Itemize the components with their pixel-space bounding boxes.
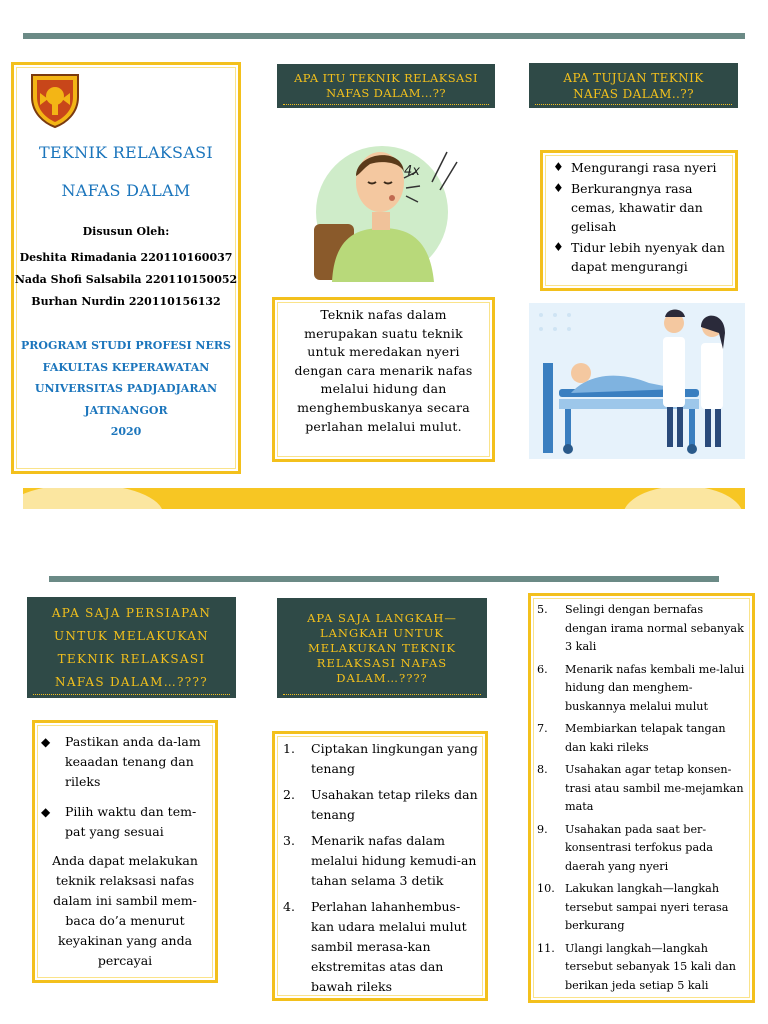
breathing-illustration bbox=[312, 132, 462, 282]
preparation-heading-line: UNTUK MELAKUKAN bbox=[54, 628, 209, 643]
cover-panel bbox=[11, 62, 241, 474]
steps-heading-line: DALAM…???? bbox=[336, 670, 428, 685]
step-item: 9. Usahakan pada saat ber-konsentrasi terfokus pada daerah yang nyeri bbox=[537, 822, 713, 873]
step-item: 8. Usahakan agar tetap konsen-trasi atau sambil me-mejamkan mata bbox=[537, 763, 744, 813]
list-item: ♦ Mengurangi rasa nyeri bbox=[553, 160, 717, 175]
cover-title-line2: NAFAS DALAM bbox=[61, 181, 191, 200]
purpose-heading-line1: APA TUJUAN TEKNIK bbox=[563, 70, 704, 85]
step-item: 6. Menarik nafas kembali me-lalui hidung dan menghem-buskannya melalui mulut bbox=[537, 662, 745, 713]
diamond-bullet-icon: ♦ bbox=[553, 240, 564, 254]
faculty-name: FAKULTAS KEPERAWATAN bbox=[42, 360, 210, 374]
composed-by-label: Disusun Oleh: bbox=[82, 225, 170, 238]
steps-heading-line: LANGKAH UNTUK bbox=[319, 625, 444, 640]
top-rule bbox=[23, 33, 745, 39]
step-item: 5. Selingi dengan bernafas dengan irama normal sebanyak 3 kali bbox=[537, 603, 744, 653]
purpose-heading-line2: NAFAS DALAM..?? bbox=[573, 86, 694, 101]
purpose-panel bbox=[540, 150, 738, 291]
institution-block bbox=[14, 335, 238, 443]
program-name: PROGRAM STUDI PROFESI NERS bbox=[21, 339, 231, 352]
illustration-count-label: 4x bbox=[404, 164, 420, 179]
list-item: ♦ Tidur lebih nyenyak dan dapat mengurangi bbox=[553, 240, 725, 274]
steps-heading-line: RELAKSASI NAFAS bbox=[316, 655, 448, 670]
what-is-heading-line1: APA ITU TEKNIK RELAKSASI bbox=[294, 71, 478, 85]
preparation-panel bbox=[32, 720, 218, 983]
diamond-bullet-icon: ♦ bbox=[553, 181, 564, 195]
preparation-list bbox=[39, 732, 209, 842]
steps-panel-b bbox=[528, 593, 755, 1003]
step-item: 11. Ulangi langkah—langkah tersebut sebanyak 15 kali dan berikan jeda setiap 5 kali bbox=[537, 941, 736, 992]
step-item: 2. Usahakan tetap rileks dan tenang bbox=[283, 787, 478, 822]
hospital-illustration bbox=[529, 303, 745, 459]
author-name: Burhan Nurdin 220110156132 bbox=[31, 295, 221, 308]
what-is-heading bbox=[277, 64, 495, 108]
step-item: 7. Membiarkan telapak tangan dan kaki rileks bbox=[537, 722, 726, 754]
steps-heading bbox=[277, 598, 487, 698]
university-seal-icon bbox=[28, 71, 82, 129]
diamond-bullet-icon: ♦ bbox=[553, 160, 564, 174]
diamond-bullet-icon: ◆ bbox=[41, 805, 51, 819]
preparation-heading-line: NAFAS DALAM…???? bbox=[55, 674, 208, 689]
what-is-panel bbox=[272, 297, 495, 462]
steps-heading-line: APA SAJA LANGKAH— bbox=[307, 610, 457, 625]
what-is-body: Teknik nafas dalam merupakan suatu teknik untuk meredakan nyeri dengan cara menarik nafas melalui hidung dan menghembuskanya secara perlahan melalui mulut. bbox=[294, 307, 473, 434]
preparation-heading-line: TEKNIK RELAKSASI bbox=[57, 651, 206, 666]
bottom-rule bbox=[49, 576, 719, 582]
steps-list-a bbox=[283, 739, 479, 997]
list-item: ♦ Berkurangnya rasa cemas, khawatir dan gelisah bbox=[553, 181, 703, 234]
cover-title-line1: TEKNIK RELAKSASI bbox=[38, 143, 214, 162]
campus-name: JATINANGOR bbox=[84, 403, 168, 417]
step-item: 4. Perlahan lahanhembus-kan udara melalui mulut sambil merasa-kan ekstremitas atas dan bawah rileks bbox=[283, 899, 467, 994]
university-name: UNIVERSITAS PADJADJARAN bbox=[34, 382, 218, 395]
preparation-heading bbox=[27, 597, 236, 698]
steps-list-b bbox=[537, 601, 748, 995]
purpose-heading bbox=[529, 63, 738, 108]
yellow-band bbox=[23, 488, 745, 509]
purpose-list bbox=[549, 158, 729, 276]
author-name: Nada Shofi Salsabila 220110150052 bbox=[14, 273, 238, 286]
step-item: 3. Menarik nafas dalam melalui hidung kemudi-an tahan selama 3 detik bbox=[283, 833, 477, 888]
what-is-heading-line2: NAFAS DALAM…?? bbox=[326, 86, 446, 100]
author-list bbox=[14, 247, 238, 313]
steps-heading-line: MELAKUKAN TEKNIK bbox=[307, 640, 456, 655]
list-item: ◆ Pilih waktu dan tem-pat yang sesuai bbox=[41, 804, 197, 839]
step-item: 1. Ciptakan lingkungan yang tenang bbox=[283, 741, 478, 776]
year: 2020 bbox=[110, 425, 142, 438]
step-item: 10. Lakukan langkah—langkah tersebut sampai nyeri terasa berkurang bbox=[537, 882, 729, 932]
preparation-heading-line: APA SAJA PERSIAPAN bbox=[51, 605, 212, 620]
author-name: Deshita Rimadania 220110160037 bbox=[19, 251, 233, 264]
preparation-closing: Anda dapat melakukan teknik relaksasi nafas dalam ini sambil mem-baca do’a menurut keyakinan yang anda percayai bbox=[52, 853, 198, 968]
steps-panel-a bbox=[272, 731, 488, 1001]
list-item: ◆ Pastikan anda da-lam keaadan tenang dan rileks bbox=[41, 734, 201, 789]
diamond-bullet-icon: ◆ bbox=[41, 735, 51, 749]
